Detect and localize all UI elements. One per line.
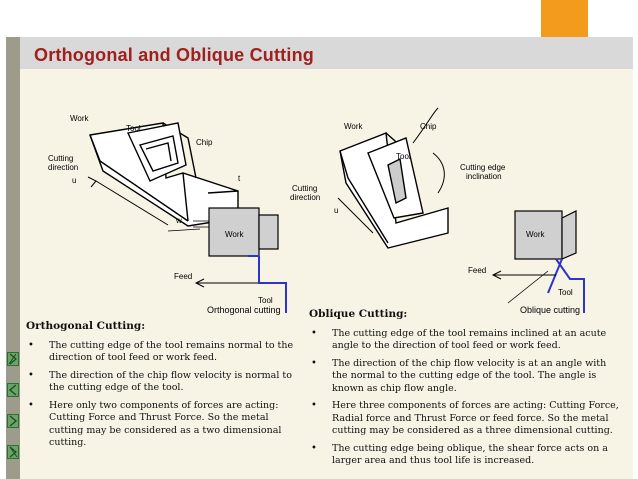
oblique-point: • The cutting edge of the tool remains inclined at an acute angle to the direction of tool feed or work feed.	[309, 328, 624, 353]
oblique-point: • The direction of the chip flow velocity is at an angle with the normal to the cutting edge of the tool. The angle is known as chip flow angle.	[309, 358, 624, 396]
label-cutting-right-2: direction	[290, 193, 321, 202]
oblique-heading: Oblique Cutting:	[309, 308, 408, 320]
skip-forward-icon	[8, 446, 18, 458]
slide-title: Orthogonal and Oblique Cutting	[34, 45, 314, 65]
caption-oblique: Oblique cutting	[520, 305, 581, 315]
navigation-strip	[6, 37, 20, 479]
label-tool-left: Tool	[126, 124, 141, 133]
label-feed-left: Feed	[174, 272, 193, 281]
nav-last-button[interactable]	[7, 445, 19, 459]
oblique-point: • Here three components of forces are acting: Cutting Force, Radial force and Thrust Force or feed force. So the metal cutting may be considered as a three dimensional cutting.	[309, 400, 624, 438]
oblique-section	[309, 308, 624, 473]
label-chip-right: Chip	[420, 122, 437, 131]
label-work-box-left: Work	[225, 230, 244, 239]
cutting-diagram	[28, 103, 630, 313]
arrow-left-icon	[8, 384, 18, 396]
nav-first-button[interactable]	[7, 352, 19, 366]
orthogonal-point: • Here only two components of forces are acting: Cutting Force and Thrust Force. So the metal cutting may be considered as a two dimensional cutting.	[26, 400, 304, 450]
label-tool-right: Tool	[396, 152, 411, 161]
orthogonal-section	[26, 320, 304, 455]
label-t1: t	[238, 174, 241, 183]
arrow-right-icon	[8, 415, 18, 427]
caption-orthogonal: Orthogonal cutting	[207, 305, 281, 315]
orthogonal-heading: Orthogonal Cutting:	[26, 320, 146, 332]
label-u-right: u	[334, 206, 339, 215]
nav-next-button[interactable]	[7, 414, 19, 428]
skip-back-icon	[8, 353, 18, 365]
label-cutting-left-1: Cutting	[48, 154, 74, 163]
label-inclination-1: Cutting edge	[460, 163, 506, 172]
label-chip-left: Chip	[196, 138, 213, 147]
nav-prev-button[interactable]	[7, 383, 19, 397]
label-work-left: Work	[70, 114, 89, 123]
orthogonal-point: • The cutting edge of the tool remains normal to the direction of tool feed or work feed.	[26, 340, 304, 365]
label-feed-right: Feed	[468, 266, 487, 275]
label-u-left: u	[72, 176, 77, 185]
label-work-box-right: Work	[526, 230, 545, 239]
label-tool-box-right: Tool	[558, 288, 573, 297]
orthogonal-point: • The direction of the chip flow velocity is normal to the cutting edge of the tool.	[26, 370, 304, 395]
label-cutting-right-1: Cutting	[292, 184, 318, 193]
oblique-point: • The cutting edge being oblique, the shear force acts on a larger area and thus tool life is increased.	[309, 443, 624, 468]
label-w: w	[176, 216, 182, 225]
label-inclination-2: inclination	[466, 172, 502, 181]
label-work-right: Work	[344, 122, 363, 131]
label-cutting-left-2: direction	[48, 163, 79, 172]
label-tool-box-left: Tool	[258, 296, 273, 305]
